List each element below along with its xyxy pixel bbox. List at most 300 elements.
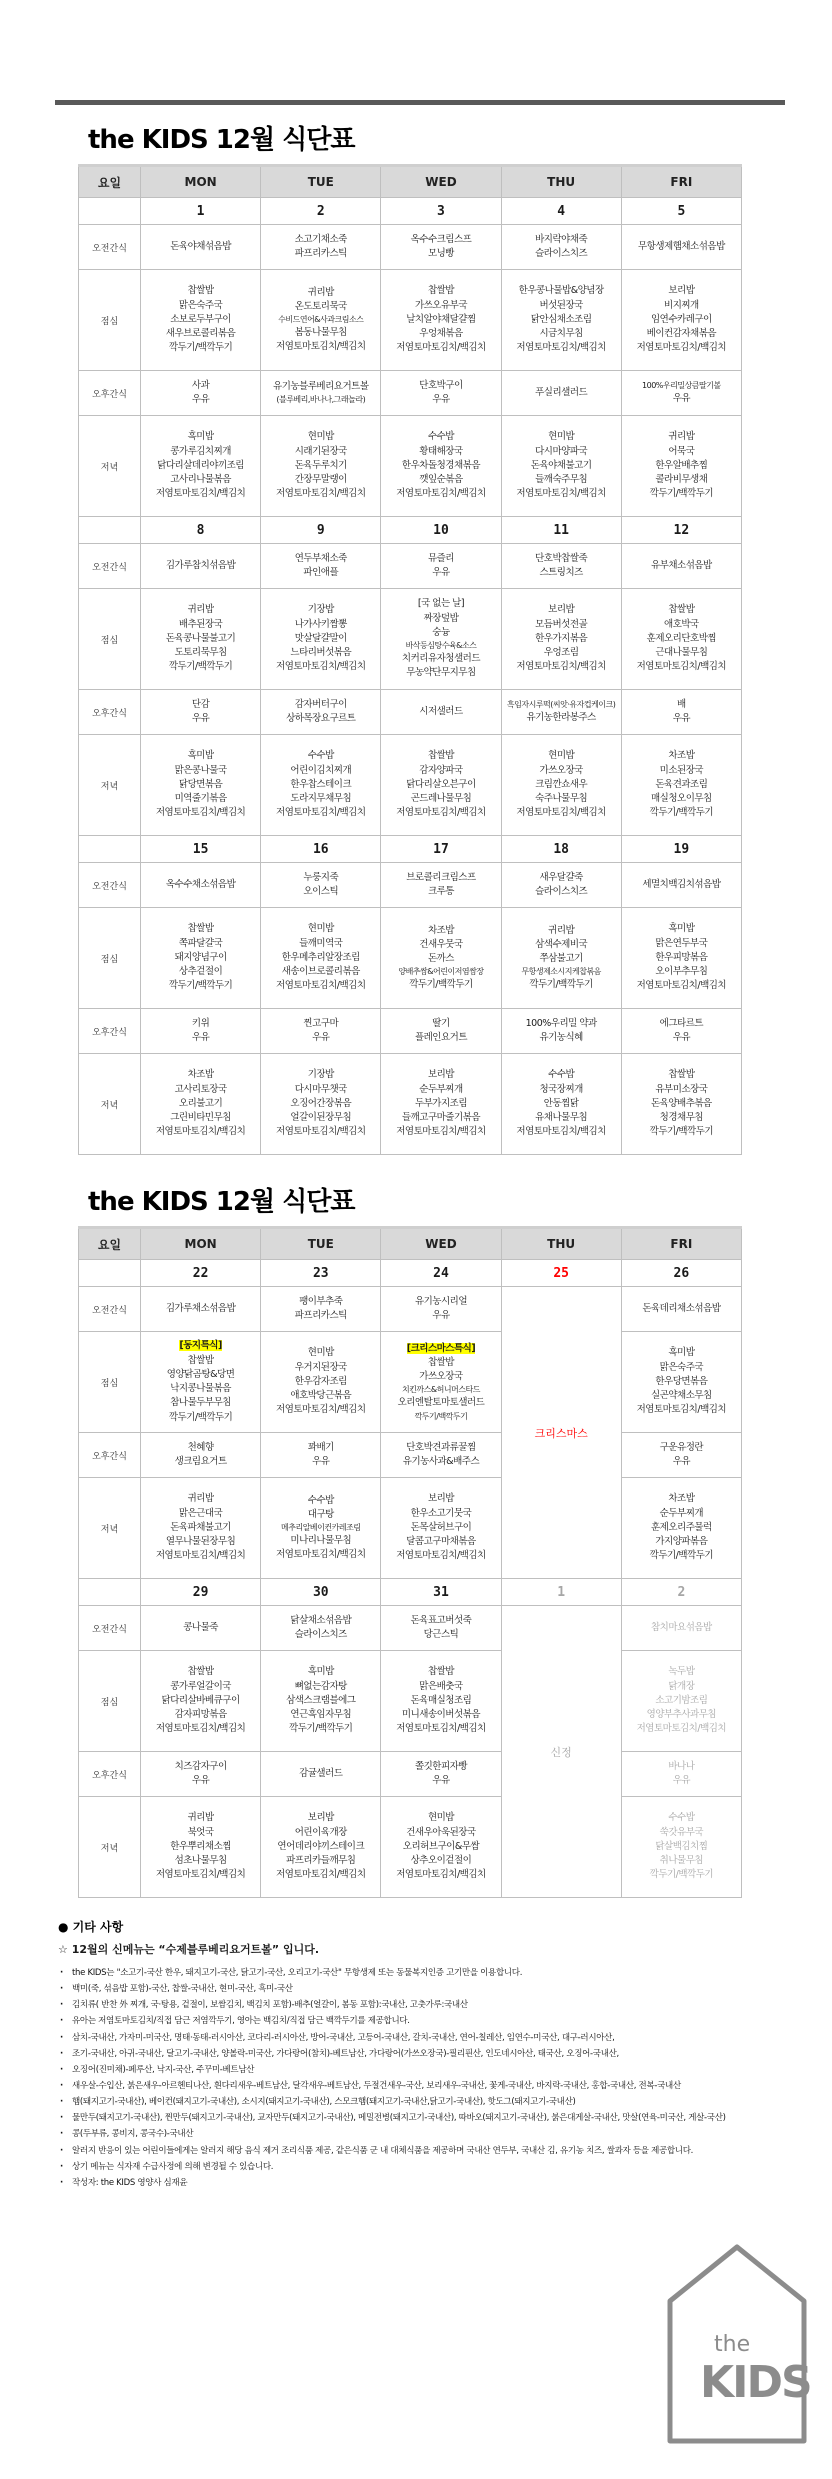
menu-item: 귀리밥 — [187, 1812, 214, 1824]
menu-item: 미니새송이버섯볶음 — [401, 1709, 481, 1721]
menu-item: 닭안심채소조림 — [530, 313, 592, 325]
menu-item: 우유 — [312, 1456, 330, 1467]
menu-item: 플레인요거트 — [414, 1032, 467, 1043]
note-item: · 콩(두부류, 콩비지, 콩국수)-국내산 — [58, 2126, 788, 2142]
menu-item: 감자버터구이 — [294, 698, 347, 710]
menu-item: 보리밥 — [427, 1493, 454, 1505]
menu-item: 유부채소섞음밥 — [651, 559, 712, 571]
date-cell: 29 — [141, 1579, 261, 1606]
menu-item: 수비드연어&사과크림소스 — [278, 315, 364, 324]
menu-item: 참나물두부무침 — [170, 1397, 231, 1409]
menu-item: 푸실리샐러드 — [535, 386, 588, 398]
date-cell: 15 — [141, 836, 261, 863]
menu-item: 훈제오리단호박찜 — [646, 632, 717, 644]
date-cell: 23 — [261, 1260, 381, 1287]
menu-item: 파프리카스틱 — [294, 248, 347, 259]
menu-item: 우유 — [191, 1032, 210, 1043]
menu-item: 우유 — [191, 713, 210, 724]
date-cell: 18 — [501, 836, 621, 863]
note-item: · 햄(돼지고기-국내산), 베이컨(돼지고기-국내산), 소시지(돼지고기-국내산), 스모크햄(돼지고기-국내산,닭고기-국내산), 핫도그(돼지고기-국내산) — [58, 2094, 788, 2110]
menu-item: 찹쌀밥 — [187, 285, 214, 297]
menu-item: 닭다리살바베큐구이 — [161, 1694, 240, 1706]
menu-item: 뮤즐리 — [427, 552, 454, 564]
menu-cell — [141, 1054, 261, 1155]
menu-cell — [261, 1332, 381, 1433]
menu-item: 영양닭곰탕&당면 — [166, 1368, 235, 1380]
menu-item: 우유 — [672, 713, 691, 724]
day-header-thu: THU — [501, 166, 621, 198]
menu-item: 저염토마토김치/백김치 — [396, 807, 486, 819]
day-header-tue: TUE — [261, 1228, 381, 1260]
menu-item: 콜라비무생채 — [655, 474, 708, 486]
date-cell: 26 — [621, 1260, 741, 1287]
menu-item: 맑은배춧국 — [419, 1680, 463, 1692]
meal-row-pm — [79, 1752, 742, 1797]
menu-cell — [621, 1009, 741, 1054]
menu-item: 우유 — [432, 1775, 450, 1786]
menu-item: 감귤샐러드 — [299, 1767, 343, 1779]
menu-item: 다시마무챗국 — [294, 1083, 347, 1095]
menu-item: 미나리나물무침 — [290, 1535, 352, 1546]
menu-item: 크림깐쇼새우 — [535, 778, 588, 790]
meal-row-lunch — [79, 1332, 742, 1433]
menu-item: 돈육콩나물불고기 — [165, 632, 236, 644]
menu-item: 저염토마토김치/백김치 — [276, 1869, 366, 1881]
menu-item: 단감 — [191, 698, 210, 710]
menu-item: 유기농식혜 — [539, 1032, 583, 1043]
menu-item: 건새우뭇국 — [419, 938, 463, 950]
menu-item: 상하목장요구르트 — [286, 713, 356, 724]
menu-item: 김가루참치섞음밥 — [165, 559, 236, 571]
menu-cell — [501, 589, 621, 690]
row-label-pm: 오후간식 — [79, 1009, 141, 1054]
meal-row-pm — [79, 690, 742, 735]
menu-item: 연두부채소죽 — [294, 552, 347, 564]
notes-heading: ● 기타 사항 — [58, 1920, 124, 1934]
menu-item: 배 — [677, 698, 686, 710]
menu-item: 깍두기/백깍두기 — [649, 1550, 714, 1562]
menu-item: 무항생제소시지케찹볶음 — [521, 967, 601, 977]
menu-item: 돈까스 — [427, 953, 454, 964]
menu-item: 저염토마토김치/백김치 — [155, 488, 246, 500]
meal-row-lunch — [79, 1651, 742, 1752]
menu-item: 순두부찌개 — [659, 1507, 704, 1519]
menu-cell — [501, 863, 621, 908]
row-label-dinner: 저녁 — [79, 735, 141, 836]
date-cell: 30 — [261, 1579, 381, 1606]
menu-item: 고사리나물볶음 — [170, 474, 231, 486]
menu-item: 저염토마토김치/백김치 — [516, 807, 606, 819]
row-label-dinner: 저녁 — [79, 416, 141, 517]
menu-item: 메추리알베이컨카레조림 — [281, 1523, 361, 1532]
menu-item: 파인애플 — [303, 567, 339, 578]
menu-item: 쭈삼불고기 — [539, 953, 583, 964]
menu-item: 오징어간장볶음 — [290, 1097, 352, 1109]
menu-item: 깍두기/백깍두기 — [168, 1411, 233, 1423]
menu-item: 우유 — [672, 1456, 691, 1467]
menu-cell — [501, 225, 621, 270]
date-cell: 1 — [501, 1579, 621, 1606]
menu-item: 닭당면볶음 — [178, 778, 223, 790]
menu-item: 양배추쌈&어린이저염쌈장 — [398, 967, 484, 977]
menu-item: 저염토마토김치/백김치 — [516, 661, 606, 673]
menu-item: 버섯된장국 — [539, 299, 583, 311]
menu-item: 옥수수채소섞음밥 — [165, 878, 236, 890]
menu-item: 어린이육개장 — [294, 1826, 347, 1838]
menu-cell — [261, 863, 381, 908]
menu-item: 슬라이스치즈 — [535, 248, 588, 259]
menu-item: 저염토마토김치/백김치 — [396, 342, 486, 354]
menu-cell — [261, 1752, 381, 1797]
menu-item: 꽈배기 — [307, 1441, 334, 1453]
menu-item: 옥수수크림스프 — [410, 233, 472, 245]
menu-item: 북엇국 — [187, 1826, 214, 1838]
menu-item: 쫄깃한피자빵 — [414, 1760, 467, 1772]
menu-item: 가쓰오유부국 — [414, 299, 467, 311]
menu-item: 슬라이스치즈 — [535, 886, 588, 897]
menu-item: 저염토마토김치/백김치 — [276, 661, 366, 673]
menu-item: 한우당면볶음 — [655, 1375, 708, 1387]
holiday-cell: 신정 — [501, 1606, 621, 1898]
note-item: · 조기-국내산, 아귀-국내산, 달고기-국내산, 양볼락-미국산, 가다랑어(참치)-베트남산, 가다랑어(가쓰오장국)-필리핀산, 인도네시아산, 태국산, 오징어-국내산, — [58, 2046, 788, 2062]
menu-cell — [141, 270, 261, 371]
menu-item: 감자피망볶음 — [174, 1709, 227, 1721]
menu-cell — [621, 1054, 741, 1155]
menu-cell — [381, 1752, 501, 1797]
menu-item: 차조밥 — [427, 924, 454, 936]
menu-item: 봄동나물무침 — [294, 327, 347, 338]
menu-item: 저염토마토김치/백김치 — [276, 341, 366, 353]
menu-item: 기장밥 — [307, 1069, 334, 1081]
row-label-dinner: 저녁 — [79, 1797, 141, 1898]
menu-item: 한우메추리알장조림 — [281, 951, 360, 963]
row-label-am: 오전간식 — [79, 225, 141, 270]
menu-cell — [381, 1797, 501, 1898]
menu-item: 우엉채볶음 — [419, 328, 463, 340]
day-header-fri: FRI — [621, 1228, 741, 1260]
note-item: · 새우살-수입산, 붉은새우-아르헨티나산, 흰다리새우-베트남산, 달각새우-베트남산, 두절건새우-국산, 보리새우-국내산, 꽃게-국내산, 바지락-국내산, 홍합-국내산, 전복-국내산 — [58, 2078, 788, 2094]
menu-cell — [501, 371, 621, 416]
menu-item: 치킨까스&허니머스타드 — [401, 1385, 480, 1395]
menu-item: 기장밥 — [307, 604, 334, 616]
day-header-wed: WED — [381, 166, 501, 198]
menu-item: 저염토마토김치/백김치 — [396, 1550, 486, 1562]
menu-item: 저염토마토김치/백김치 — [516, 488, 606, 500]
note-list — [58, 1965, 788, 2191]
menu-item: 보리밥 — [668, 285, 695, 297]
menu-item: 슬라이스치즈 — [294, 1629, 347, 1640]
menu-item: 우유 — [672, 392, 691, 404]
menu-item: 들깨숙주무침 — [535, 474, 588, 486]
menu-item: 깍두기/백깍두기 — [649, 1869, 714, 1881]
menu-cell — [621, 1287, 741, 1332]
menu-item: 콩가루얼갈이국 — [170, 1680, 231, 1692]
note-item: · 물만두(돼지고기-국내산), 찐만두(돼지고기-국내산), 교자만두(돼지고기-국내산), 메밀전병(돼지고기-국내산), 따바오(돼지고기-국내산), 붉은대게살-국내산, 맛살(연육-미국산, 게살-국산) — [58, 2110, 788, 2126]
menu-item: 가지양파볶음 — [655, 1536, 708, 1548]
menu-item: 깍두기/백깍두기 — [529, 979, 593, 991]
menu-item: 건새우아욱된장국 — [406, 1826, 476, 1838]
row-label-pm: 오후간식 — [79, 690, 141, 735]
menu-item: 한우가지볶음 — [535, 632, 588, 644]
menu-item: 깻잎순볶음 — [419, 474, 463, 486]
menu-item: 수수밥 — [307, 750, 334, 762]
date-cell: 9 — [261, 517, 381, 544]
menu-item: 새우브로콜리볶음 — [165, 328, 236, 340]
menu-item: 팽이부추죽 — [299, 1295, 343, 1307]
menu-item: 바나나 — [668, 1760, 695, 1772]
menu-cell — [381, 1054, 501, 1155]
note-item: · 상기 메뉴는 식자재 수급사정에 의해 변경될 수 있습니다. — [58, 2159, 788, 2175]
menu-item: 오이부추무침 — [655, 966, 708, 978]
menu-item: 저염토마토김치/백김치 — [396, 488, 486, 500]
menu-cell — [621, 1752, 741, 1797]
menu-item: 오리허브구이&무쌈 — [402, 1840, 480, 1852]
menu-cell — [621, 225, 741, 270]
menu-item: 우유 — [191, 1775, 210, 1786]
row-label-pm: 오후간식 — [79, 1433, 141, 1478]
menu-item: 흑미밥 — [668, 923, 695, 935]
menu-item: 단호박구이 — [419, 379, 463, 391]
menu-item: 저염토마토김치/백김치 — [276, 1404, 366, 1416]
menu-item: 돈육매실청조림 — [410, 1694, 472, 1706]
menu-item: 당근스틱 — [423, 1629, 459, 1640]
menu-cell — [261, 225, 381, 270]
row-label-lunch: 점심 — [79, 908, 141, 1009]
menu-cell — [381, 416, 501, 517]
menu-cell — [261, 1651, 381, 1752]
date-cell: 31 — [381, 1579, 501, 1606]
menu-item: 오리불고기 — [178, 1097, 223, 1109]
highlighted-menu-item: [동지특식] — [179, 1340, 222, 1352]
menu-item: 깍두기/백깍두기 — [649, 488, 714, 500]
menu-item: 찹쌀밥 — [427, 750, 454, 762]
note-item: · the KIDS는 "소고기-국산 한우, 돼지고기-국산, 닭고기-국산, 오리고기-국산" 무항생제 또는 동물복지인증 고기만을 이용합니다. — [58, 1965, 788, 1981]
menu-item: 저염토마토김치/백김치 — [276, 980, 366, 992]
menu-item: 귀리밥 — [548, 924, 575, 936]
menu-item: 나가사키짬뽕 — [294, 618, 347, 630]
menu-cell — [141, 589, 261, 690]
menu-cell — [621, 908, 741, 1009]
date-row — [79, 836, 742, 863]
menu-item: 애호박국 — [664, 618, 699, 630]
menu-item: 깍두기/백깍두기 — [649, 807, 714, 819]
menu-item: 대구탕 — [307, 1508, 334, 1520]
date-cell: 16 — [261, 836, 381, 863]
date-cell: 2 — [621, 1579, 741, 1606]
menu-item: 어묵국 — [668, 445, 695, 457]
meal-row-pm — [79, 1433, 742, 1478]
row-label-dinner: 저녁 — [79, 1478, 141, 1579]
menu-cell — [141, 863, 261, 908]
row-label-am: 오전간식 — [79, 1287, 141, 1332]
menu-item: 돈육견과조림 — [655, 778, 708, 790]
meal-row-am — [79, 1606, 742, 1651]
menu-item: 저염토마토김치/백김치 — [396, 1126, 486, 1138]
date-cell: 25 — [501, 1260, 621, 1287]
menu-cell — [141, 1332, 261, 1433]
row-label-dinner: 저녁 — [79, 1054, 141, 1155]
menu-item: 청경채무침 — [659, 1112, 704, 1124]
menu-cell — [381, 371, 501, 416]
meal-row-dinner — [79, 735, 742, 836]
menu-item: 100%우리밀상큼딸기볼 — [642, 380, 721, 390]
meal-row-lunch — [79, 589, 742, 690]
menu-cell — [501, 908, 621, 1009]
logo-text-the: the — [714, 2331, 751, 2357]
menu-item: 깍두기/백깍두기 — [409, 979, 473, 991]
meal-row-am — [79, 544, 742, 589]
menu-item: 들깨미역국 — [299, 937, 343, 949]
menu-item: 차조밥 — [668, 1493, 695, 1505]
menu-cell — [501, 416, 621, 517]
menu-item: 저염토마토김치/백김치 — [636, 342, 727, 354]
menu-item: 돈육파채불고기 — [170, 1521, 231, 1533]
menu-item: 한우뿌리채소찜 — [170, 1840, 231, 1852]
menu-cell — [261, 416, 381, 517]
holiday-cell: 크리스마스 — [501, 1287, 621, 1579]
meal-row-dinner — [79, 1478, 742, 1579]
menu-item: 보리밥 — [548, 604, 575, 616]
menu-cell — [261, 1054, 381, 1155]
meal-row-dinner — [79, 1797, 742, 1898]
date-row — [79, 1579, 742, 1606]
date-row-spacer — [79, 1579, 141, 1606]
menu-item: 삼색수제비국 — [535, 938, 588, 950]
menu-item: 우유 — [191, 394, 210, 405]
menu-item: 돈육야채불고기 — [530, 459, 592, 471]
menu-item: 현미밥 — [307, 431, 334, 443]
menu-item: 찹쌀밥 — [668, 1069, 695, 1081]
menu-item: 도토리묵무침 — [174, 647, 227, 659]
row-label-lunch: 점심 — [79, 1332, 141, 1433]
menu-item: 근대나물무침 — [655, 647, 708, 659]
menu-item: 우거지된장국 — [294, 1361, 347, 1373]
menu-cell — [621, 863, 741, 908]
menu-item: 찹쌀밥 — [187, 923, 214, 935]
menu-cell — [621, 690, 741, 735]
menu-item: 저염토마토김치/백김치 — [636, 980, 727, 992]
menu-cell — [381, 1478, 501, 1579]
menu-item: 수수밥 — [427, 431, 454, 443]
menu-item: 에그타르트 — [659, 1017, 704, 1029]
menu-item: 우유 — [672, 1032, 691, 1043]
menu-cell — [141, 1606, 261, 1651]
menu-item: 우엉조림 — [543, 647, 579, 659]
menu-item: 황태해장국 — [419, 445, 463, 457]
menu-item — [142, 1339, 259, 1353]
note-item: · 삼치-국내산, 가자미-미국산, 명태·동태-러시아산, 코다리-러시아산, 방어-국내산, 고등어-국내산, 갈치-국내산, 연어-칠레산, 임연수-미국산, 대구-러시아산, — [58, 2030, 788, 2046]
menu-item — [382, 1342, 499, 1356]
menu-item: 저염토마토김치/백김치 — [155, 1723, 246, 1735]
day-header-mon: MON — [141, 166, 261, 198]
menu-item: 세멸치백김치섞음밥 — [642, 878, 721, 890]
menu-item: 섬초나물무침 — [174, 1855, 227, 1867]
note-item: · 알러지 반응이 있는 어린이들에게는 알러지 해당 음식 제거 조리식품 제공, 같은식품 군 내 대체식품을 제공하며 국내산 연두부, 국내산 김, 유기농 치즈, 쌀과자 등을 제공합니다. — [58, 2143, 788, 2159]
menu-item: 저염토마토김치/백김치 — [155, 1869, 246, 1881]
menu-cell — [381, 1287, 501, 1332]
menu-cell — [501, 735, 621, 836]
menu-cell — [381, 690, 501, 735]
menu-item: 순두부찌개 — [419, 1083, 463, 1095]
logo-text-kids: KIDS — [700, 2356, 811, 2408]
menu-item: 미소된장국 — [659, 764, 704, 776]
menu-item: 녹두밥 — [668, 1666, 695, 1678]
menu-item: 돼지양념구이 — [174, 951, 227, 963]
menu-cell — [141, 1752, 261, 1797]
menu-item: 콩나물죽 — [183, 1621, 218, 1633]
menu-item: 저염토마토김치/백김치 — [636, 1723, 727, 1735]
meal-row-am — [79, 1287, 742, 1332]
menu-cell — [621, 371, 741, 416]
menu-item: [국 없는 날] — [417, 598, 465, 610]
menu-cell — [621, 544, 741, 589]
menu-cell — [381, 1332, 501, 1433]
menu-item: 짜장덮밥 — [423, 612, 459, 624]
menu-item: 오리엔탈토마토샐러드 — [397, 1397, 485, 1409]
menu-item: 닭개장 — [668, 1680, 695, 1692]
menu-item: 단호박찹쌀죽 — [535, 552, 588, 564]
menu-item: 시금치무침 — [539, 328, 583, 340]
menu-item: 찹쌀밥 — [427, 285, 454, 297]
header-row — [79, 166, 742, 198]
date-cell: 5 — [621, 198, 741, 225]
meal-row-am — [79, 863, 742, 908]
menu-item: 맛살달걀말이 — [294, 632, 347, 644]
menu-item: 실곤약채소무침 — [651, 1390, 712, 1402]
menu-cell — [261, 544, 381, 589]
menu-item: 돈육양배추볶음 — [651, 1097, 712, 1109]
day-header-fri: FRI — [621, 166, 741, 198]
menu-item: 날치알야채달걀찜 — [406, 313, 476, 325]
day-column-header: 요일 — [79, 1228, 141, 1260]
menu-item: 도라지무채무침 — [290, 793, 352, 805]
menu-item: 찐고구마 — [303, 1017, 339, 1029]
menu-cell — [141, 225, 261, 270]
menu-item: 저염토마토김치/백김치 — [516, 1126, 606, 1138]
menu-cell — [141, 690, 261, 735]
new-menu-note: ☆ 12월의 신메뉴는 “수제블루베리요거트볼” 입니다. — [58, 1943, 320, 1956]
menu-item: 우유 — [432, 394, 450, 405]
menu-cell — [381, 1009, 501, 1054]
menu-item: 한우콩나물밥&양념장 — [518, 285, 604, 297]
header-row — [79, 1228, 742, 1260]
menu-cell — [621, 1332, 741, 1433]
menu-item: 한우알배추찜 — [655, 459, 708, 471]
meal-row-dinner — [79, 1054, 742, 1155]
menu-item: 들깨고구마줄기볶음 — [401, 1112, 481, 1124]
date-cell: 3 — [381, 198, 501, 225]
menu-item: 바지락야채죽 — [535, 233, 588, 245]
menu-item: 깍두기/백깍두기 — [289, 1723, 353, 1735]
meal-row-am — [79, 225, 742, 270]
note-item: · 유아는 저염토마토김치/직접 담근 저염깍두기, 영아는 백김치/직접 담근 백깍두기를 제공합니다. — [58, 2013, 788, 2029]
menu-item: 맑은연두부국 — [655, 937, 708, 949]
menu-item: 귀리밥 — [307, 286, 334, 298]
menu-cell — [501, 1054, 621, 1155]
date-cell: 11 — [501, 517, 621, 544]
menu-cell — [261, 270, 381, 371]
menu-item: 현미밥 — [548, 431, 575, 443]
menu-item: 한우차돌청경채볶음 — [401, 459, 481, 471]
meal-row-dinner — [79, 416, 742, 517]
menu-item: 흑미밥 — [187, 431, 214, 443]
menu-item: 닭살백김치찜 — [655, 1840, 708, 1852]
row-label-pm: 오후간식 — [79, 371, 141, 416]
menu-item: 상추오이겉절이 — [410, 1855, 472, 1867]
menu-item: 시래기된장국 — [294, 445, 347, 457]
menu-table-section-2 — [0, 1226, 832, 1898]
menu-item: 맑은콩나물국 — [174, 764, 227, 776]
